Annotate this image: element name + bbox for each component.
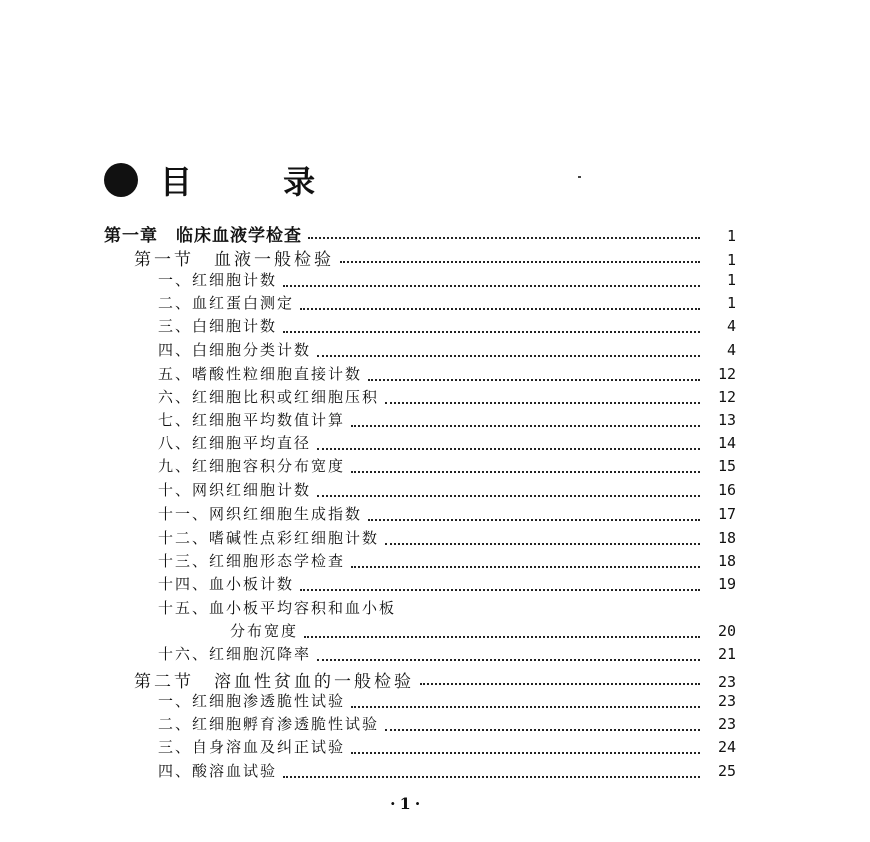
- dot-leader: [351, 470, 700, 473]
- toc-entry-page-number: 12: [717, 365, 736, 383]
- toc-entry[interactable]: [158, 292, 736, 314]
- toc-entry-label: 分布宽度: [230, 622, 299, 640]
- toc-entry-label: 十六、红细胞沉降率: [158, 645, 312, 663]
- toc-entry-label: 七、红细胞平均数值计算: [158, 411, 346, 429]
- dot-leader: [368, 518, 700, 521]
- toc-entry[interactable]: [158, 479, 736, 501]
- dot-leader: [340, 260, 700, 263]
- toc-entry[interactable]: [104, 221, 736, 246]
- toc-entry-label: 十三、红细胞形态学检查: [158, 552, 346, 570]
- dot-leader: [317, 494, 700, 497]
- toc-entry-label: 九、红细胞容积分布宽度: [158, 457, 346, 475]
- toc-entry[interactable]: [158, 339, 736, 361]
- dot-leader: [304, 635, 700, 638]
- dot-leader: [283, 284, 700, 287]
- toc-entry-page-number: 21: [717, 645, 736, 663]
- toc-entry-label: 十、网织红细胞计数: [158, 481, 312, 499]
- toc-entry-page-number: 24: [717, 738, 736, 756]
- toc-entry[interactable]: [158, 503, 736, 525]
- toc-entry[interactable]: [134, 667, 736, 692]
- dot-leader: [351, 424, 700, 427]
- toc-entry-label: 五、嗜酸性粒细胞直接计数: [158, 365, 363, 383]
- dot-leader: [351, 565, 700, 568]
- dot-leader: [300, 588, 700, 591]
- toc-entry-label: 三、白细胞计数: [158, 317, 278, 335]
- toc-entry[interactable]: [158, 573, 736, 595]
- dot-leader: [283, 330, 700, 333]
- toc-entry-label: 三、自身溶血及纠正试验: [158, 738, 346, 756]
- toc-entry[interactable]: [158, 713, 736, 735]
- toc-entry-page-number: 19: [717, 575, 736, 593]
- toc-entry[interactable]: [158, 315, 736, 337]
- toc-entry[interactable]: [158, 386, 736, 408]
- toc-entry-page-number: 18: [717, 529, 736, 547]
- toc-entry-label: 八、红细胞平均直径: [158, 434, 312, 452]
- toc-entry-page-number: 23: [717, 692, 736, 710]
- toc-entry-page-number: 25: [717, 762, 736, 780]
- toc-entry-label: 四、白细胞分类计数: [158, 341, 312, 359]
- toc-entry[interactable]: [158, 527, 736, 549]
- toc-entry[interactable]: [230, 620, 736, 642]
- toc-entry[interactable]: [158, 736, 736, 758]
- toc-entry-label: 四、酸溶血试验: [158, 762, 278, 780]
- dot-leader: [385, 728, 700, 731]
- dot-leader: [317, 447, 700, 450]
- toc-entry[interactable]: [158, 409, 736, 431]
- toc-entry-page-number: 1: [726, 251, 736, 269]
- toc-entry-page-number: 12: [717, 388, 736, 406]
- toc-entry-label: 第一节 血液一般检验: [134, 250, 334, 270]
- toc-entry[interactable]: [158, 643, 736, 665]
- toc-entry-page-number: 4: [726, 317, 736, 335]
- toc-entry-page-number: 17: [717, 505, 736, 523]
- toc-entry[interactable]: [158, 597, 736, 619]
- dot-leader: [351, 751, 700, 754]
- toc-entry-page-number: 14: [717, 434, 736, 452]
- toc-heading: [104, 160, 355, 200]
- toc-entry-label: 十一、网织红细胞生成指数: [158, 505, 363, 523]
- toc-entry[interactable]: [158, 432, 736, 454]
- page-title: 目 录: [160, 163, 356, 201]
- page-number-footer: ·1·: [390, 794, 425, 813]
- dot-leader: [420, 682, 700, 685]
- toc-entry-label: 第二节 溶血性贫血的一般检验: [134, 672, 414, 692]
- toc-entry-label: 一、红细胞渗透脆性试验: [158, 692, 346, 710]
- toc-entry-page-number: 23: [717, 673, 736, 691]
- toc-entry-label: 十五、血小板平均容积和血小板: [158, 599, 397, 617]
- bullet-dot-icon: [104, 163, 138, 197]
- toc-entry-page-number: 18: [717, 552, 736, 570]
- dot-leader: [385, 401, 700, 404]
- dot-leader: [368, 378, 700, 381]
- toc-entry-page-number: 1: [726, 294, 736, 312]
- toc-entry-page-number: 1: [726, 227, 736, 245]
- toc-entry[interactable]: [158, 269, 736, 291]
- toc-entry-page-number: 23: [717, 715, 736, 733]
- toc-entry[interactable]: [134, 245, 736, 270]
- toc-entry-page-number: 4: [726, 341, 736, 359]
- dot-leader: [385, 542, 700, 545]
- toc-entry-label: 六、红细胞比积或红细胞压积: [158, 388, 380, 406]
- toc-entry-page-number: 15: [717, 457, 736, 475]
- dot-leader: [317, 658, 700, 661]
- toc-entry-page-number: 20: [717, 622, 736, 640]
- toc-entry-label: 二、血红蛋白测定: [158, 294, 295, 312]
- dot-leader: [283, 775, 700, 778]
- toc-entry[interactable]: [158, 363, 736, 385]
- toc-entry[interactable]: [158, 455, 736, 477]
- toc-entry-page-number: 1: [726, 271, 736, 289]
- toc-entry[interactable]: [158, 760, 736, 782]
- toc-entry-label: 第一章 临床血液学检查: [104, 226, 302, 246]
- toc-entry-label: 一、红细胞计数: [158, 271, 278, 289]
- dot-leader: [308, 236, 700, 239]
- toc-entry-page-number: 16: [717, 481, 736, 499]
- toc-entry-label: 二、红细胞孵育渗透脆性试验: [158, 715, 380, 733]
- toc-entry[interactable]: [158, 550, 736, 572]
- dot-leader: [351, 705, 700, 708]
- toc-entry-page-number: 13: [717, 411, 736, 429]
- toc-entry-label: 十四、血小板计数: [158, 575, 295, 593]
- scan-speck: [578, 176, 581, 178]
- toc-entry-label: 十二、嗜碱性点彩红细胞计数: [158, 529, 380, 547]
- toc-entry[interactable]: [158, 690, 736, 712]
- dot-leader: [317, 354, 700, 357]
- dot-leader: [300, 307, 700, 310]
